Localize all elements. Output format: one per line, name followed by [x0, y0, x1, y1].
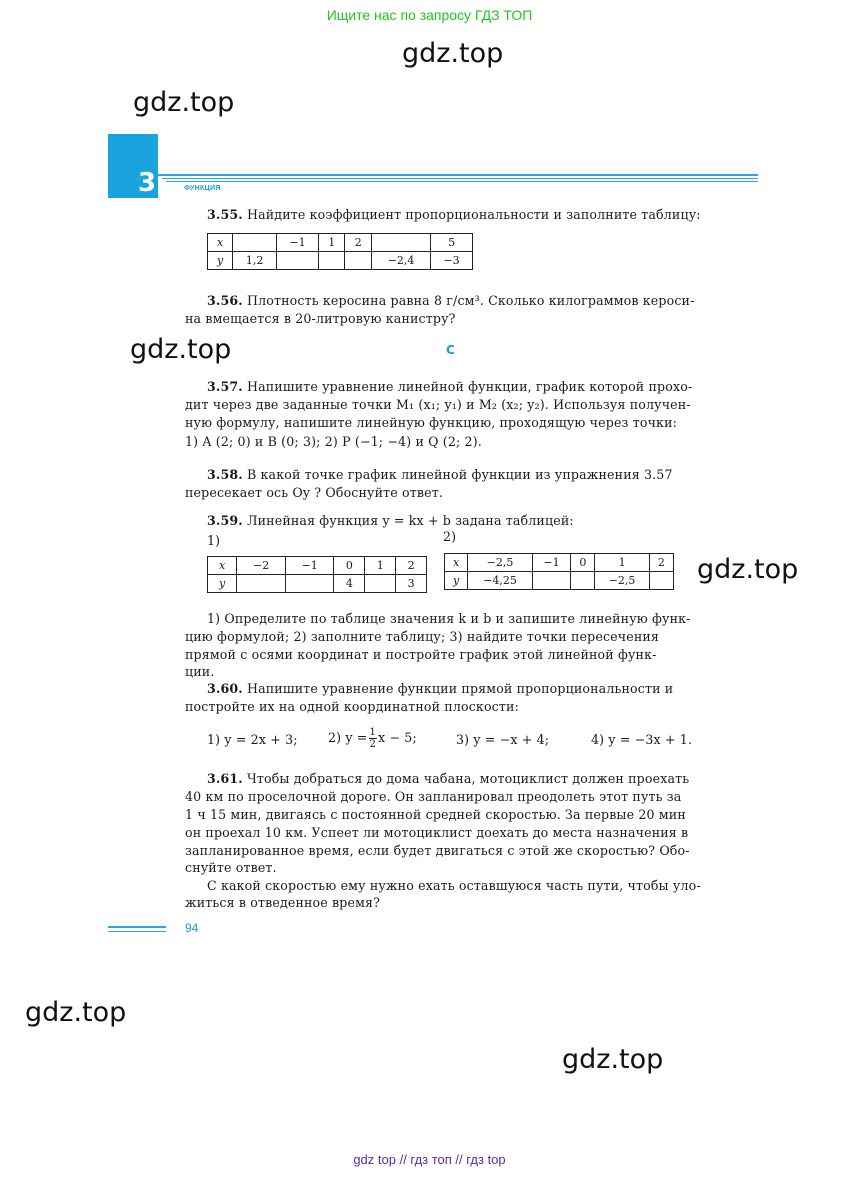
table-cell: x [445, 554, 468, 572]
header-rule [158, 174, 758, 176]
table-cell [532, 572, 570, 590]
chapter-number: 3 [138, 168, 157, 198]
table-cell [345, 252, 372, 270]
header-rule [162, 178, 758, 179]
table-cell: y [208, 575, 237, 593]
exercise-text: Чтобы добраться до дома чабана, мотоциклист должен проехать [246, 771, 690, 786]
footer-links[interactable]: gdz top // гдз топ // гдз top [353, 1152, 506, 1167]
table-row [208, 557, 427, 575]
table-cell [318, 252, 345, 270]
table-cell: 1,2 [233, 252, 277, 270]
exercise-number: 3.60. [207, 681, 243, 696]
watermark: gdz.top [402, 38, 504, 69]
subtask-label: 1) [207, 533, 221, 548]
table-cell: x [208, 557, 237, 575]
search-banner[interactable]: Ищите нас по запросу ГДЗ ТОП [326, 7, 533, 23]
exercise-number: 3.56. [207, 293, 243, 308]
table-cell: −2,4 [371, 252, 430, 270]
formula-1: 1) y = 2x + 3; [207, 732, 298, 747]
exercise-number: 3.55. [207, 207, 243, 222]
table-row [445, 554, 674, 572]
table-cell [233, 234, 277, 252]
table-cell [285, 575, 334, 593]
exercise-text: Линейная функция y = kx + b задана таблицей: [246, 513, 574, 528]
footer-rule [108, 931, 166, 932]
table-row [208, 252, 473, 270]
exercise-text: Напишите уравнение линейной функции, график которой прохо- [246, 379, 693, 394]
table-cell: −2,5 [595, 572, 649, 590]
footer-rule [108, 926, 166, 928]
table-cell: −1 [277, 234, 319, 252]
table-row [208, 575, 427, 593]
table-row [445, 572, 674, 590]
exercise-3-60 [207, 680, 673, 698]
table-cell [649, 572, 673, 590]
table-cell: 2 [396, 557, 427, 575]
exercise-3-57 [207, 378, 692, 396]
fraction: $\frac{1}{2}$ [369, 726, 377, 750]
exercise-3-61 [207, 770, 689, 788]
table-cell [371, 234, 430, 252]
table-cell: 2 [649, 554, 673, 572]
exercise-number: 3.61. [207, 771, 243, 786]
table-cell: 5 [431, 234, 473, 252]
exercise-3-56 [207, 292, 695, 310]
exercise-3-58 [207, 466, 673, 484]
exercise-text: снуйте ответ. [185, 860, 277, 875]
exercise-text: запланированное время, если будет двигаться с этой же скоростью? Обо- [185, 843, 690, 858]
watermark: gdz.top [130, 334, 232, 365]
exercise-3-59 [207, 512, 574, 530]
exercise-text: В какой точке график линейной функции из упражнения 3.57 [246, 467, 673, 482]
watermark: gdz.top [133, 87, 235, 118]
exercise-text: дит через две заданные точки M₁ (x₁; y₁) и M₂ (x₂; y₂). Используя получен- [185, 397, 691, 412]
exercise-text: 1 ч 15 мин, двигаясь с постоянной средней скоростью. За первые 20 мин [185, 807, 686, 822]
table-cell [571, 572, 595, 590]
exercise-text: 40 км по проселочной дороге. Он запланировал преодолеть этот путь за [185, 789, 682, 804]
exercise-text: он проехал 10 км. Успеет ли мотоциклист доехать до места назначения в [185, 825, 689, 840]
exercise-text: житься в отведенное время? [185, 895, 381, 910]
exercise-text: ную формулу, напишите линейную функцию, проходящую через точки: [185, 415, 678, 430]
exercise-text: постройте их на одной координатной плоскости: [185, 699, 519, 714]
table-3-55 [207, 233, 473, 270]
formula-text: 2) y = [328, 730, 368, 745]
exercise-text: цию формулой; 2) заполните таблицу; 3) найдите точки пересечения [185, 629, 660, 644]
table-cell: x [208, 234, 233, 252]
table-cell [277, 252, 319, 270]
table-3-59-2 [444, 553, 674, 590]
exercise-number: 3.57. [207, 379, 243, 394]
watermark: gdz.top [25, 997, 127, 1028]
table-cell: −2,5 [468, 554, 533, 572]
chapter-title: ФУНКЦИЯ [184, 185, 221, 192]
table-cell: 1 [365, 557, 396, 575]
table-3-59-1 [207, 556, 427, 593]
table-row [208, 234, 473, 252]
formula-3: 3) y = −x + 4; [456, 732, 550, 747]
table-cell: −1 [285, 557, 334, 575]
exercise-text: прямой с осями координат и постройте график этой линейной функ- [185, 647, 657, 662]
table-cell [237, 575, 286, 593]
watermark: gdz.top [697, 554, 799, 585]
exercise-text: Плотность керосина равна 8 г/см³. Сколько килограммов кероси- [246, 293, 695, 308]
exercise-text: пересекает ось Oy ? Обоснуйте ответ. [185, 485, 443, 500]
exercise-number: 3.58. [207, 467, 243, 482]
table-cell: 0 [334, 557, 365, 575]
subtask-label: 2) [443, 529, 457, 544]
exercise-text: ции. [185, 664, 215, 679]
exercise-text: Напишите уравнение функции прямой пропорциональности и [246, 681, 674, 696]
table-cell: −3 [431, 252, 473, 270]
table-cell: 1 [595, 554, 649, 572]
table-cell: 1 [318, 234, 345, 252]
table-cell: 3 [396, 575, 427, 593]
table-cell: y [208, 252, 233, 270]
exercise-text: С какой скоростью ему нужно ехать оставшуюся часть пути, чтобы уло- [207, 878, 701, 893]
exercise-text: на вмещается в 20-литровую канистру? [185, 311, 456, 326]
exercise-text: 1) A (2; 0) и B (0; 3); 2) P (−1; −4) и Q (2; 2). [185, 434, 482, 449]
table-cell [365, 575, 396, 593]
formula-text: x − 5; [378, 730, 417, 745]
exercise-number: 3.59. [207, 513, 243, 528]
formula-2 [328, 722, 417, 754]
table-cell: 4 [334, 575, 365, 593]
table-cell: 2 [345, 234, 372, 252]
table-cell: −1 [532, 554, 570, 572]
exercise-text: 1) Определите по таблице значения k и b и запишите линейную функ- [207, 611, 691, 626]
table-cell: −2 [237, 557, 286, 575]
header-rule [166, 181, 758, 182]
exercise-3-55 [207, 206, 701, 224]
page-number: 94 [185, 921, 199, 935]
table-cell: y [445, 572, 468, 590]
table-cell: −4,25 [468, 572, 533, 590]
exercise-text: Найдите коэффициент пропорциональности и заполните таблицу: [246, 207, 701, 222]
watermark: gdz.top [562, 1044, 664, 1075]
table-cell: 0 [571, 554, 595, 572]
section-level-label: C [446, 343, 455, 357]
formula-4: 4) y = −3x + 1. [591, 732, 693, 747]
